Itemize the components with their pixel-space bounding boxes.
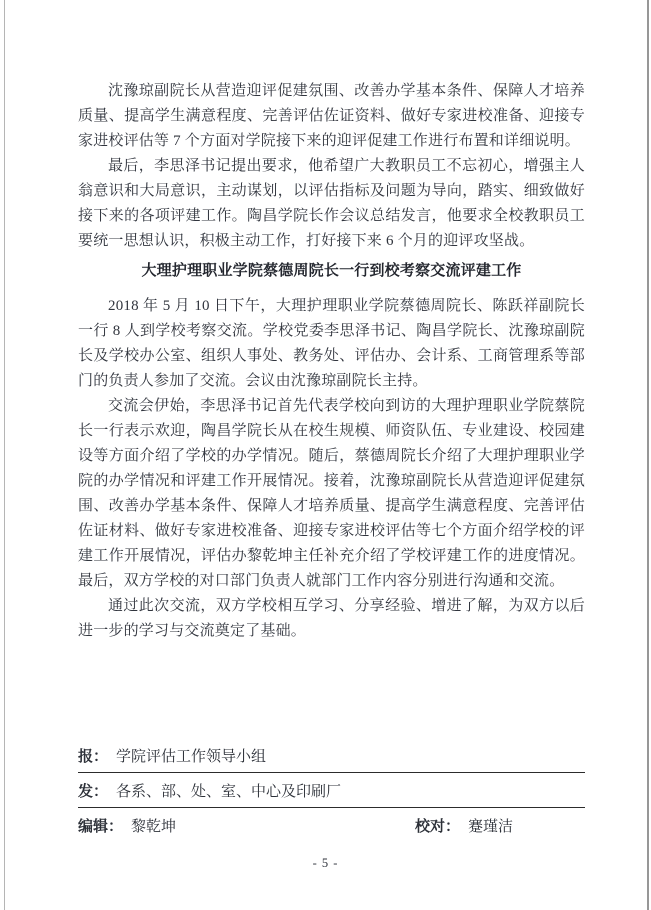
- page-left-edge: [4, 0, 5, 910]
- page-number: - 5 -: [312, 856, 339, 870]
- editor-label: 编辑：: [78, 819, 124, 835]
- editor-item: [78, 817, 176, 838]
- page-right-edge: [647, 0, 649, 910]
- paragraph: 交流会伊始，李思泽书记首先代表学校向到访的大理护理职业学院蔡院长一行表示欢迎，陶昌学院长从在校生规模、师资队伍、专业建设、校园建设等方面介绍了学校的办学情况。随后，蔡德周院长介绍了大理护理职业学院的办学情况和评建工作开展情况。接着，沈豫琼副院长从营造迎评促建氛围、改善办学基本条件、保障人才培养质量、提高学生满意程度、完善评估佐证材料、做好专家进校准备、迎接专家进校评估等七个方面介绍学校的评建工作开展情况，评估办黎乾坤主任补充介绍了学校评建工作的进度情况。最后，双方学校的对口部门负责人就部门工作内容分别进行沟通和交流。: [78, 398, 585, 589]
- proofreader-name: 蹇瑾洁: [467, 819, 513, 835]
- article-heading: 大理护理职业学院蔡德周院长一行到校考察交流评建工作: [141, 263, 522, 279]
- document-body: [78, 79, 585, 644]
- editors-row: [78, 817, 585, 838]
- report-to-row: [78, 747, 585, 768]
- paragraph: 沈豫琼副院长从营造迎评促建氛围、改善办学基本条件、保障人才培养质量、提高学生满意程度、完善评估佐证资料、做好专家进校准备、迎接专家进校评估等 7 个方面对学院接下来的迎评促建工作进行布置和详细说明。: [78, 83, 585, 149]
- paragraph: 最后，李思泽书记提出要求，他希望广大教职员工不忘初心，增强主人翁意识和大局意识，主动谋划，以评估指标及问题为导向，踏实、细致做好接下来的各项评建工作。陶昌学院长作会议总结发言，他要求全校教职员工要统一思想认识，积极主动工作，打好接下来 6 个月的迎评攻坚战。: [78, 158, 585, 249]
- distribution-footer: [78, 747, 585, 838]
- distributed-to-value: 各系、部、处、室、中心及印刷厂: [116, 784, 342, 800]
- report-to-label: 报：: [78, 749, 109, 765]
- editor-name: 黎乾坤: [131, 819, 177, 835]
- distributed-to-label: 发：: [78, 784, 109, 800]
- proofreader-item: [415, 817, 513, 838]
- proofreader-label: 校对：: [414, 819, 460, 835]
- footer-divider: [78, 772, 585, 773]
- paragraph: 2018 年 5 月 10 日下午，大理护理职业学院蔡德周院长、陈跃祥副院长一行 8 人到学校考察交流。学校党委李思泽书记、陶昌学院长、沈豫琼副院长及学校办公室、组织人事处、教务处、评估办、会计系、工商管理系等部门的负责人参加了交流。会议由沈豫琼副院长主持。: [78, 298, 585, 389]
- report-to-value: 学院评估工作领导小组: [116, 749, 267, 765]
- paragraph: 通过此次交流，双方学校相互学习、分享经验、增进了解，为双方以后进一步的学习与交流奠定了基础。: [78, 598, 585, 639]
- footer-divider: [78, 807, 585, 808]
- distributed-to-row: [78, 782, 585, 803]
